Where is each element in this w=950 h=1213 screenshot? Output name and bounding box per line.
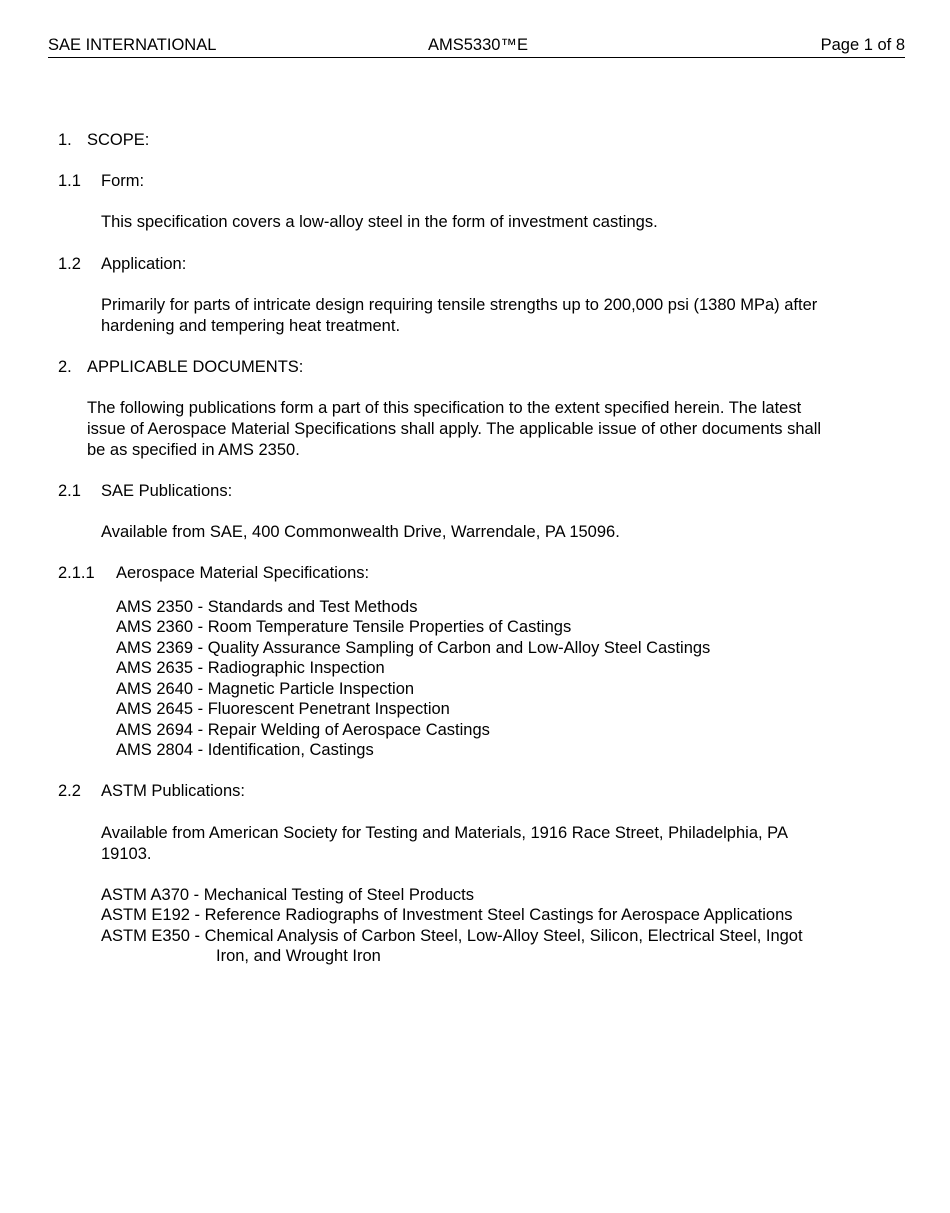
ams-reference-item: AMS 2635 - Radiographic Inspection [116, 659, 385, 677]
section-2-1-text: Available from SAE, 400 Commonwealth Drive, Warrendale, PA 15096. [101, 523, 620, 541]
section-2-text-line: be as specified in AMS 2350. [87, 441, 300, 459]
section-1-number: 1. [58, 131, 72, 149]
ams-reference-item: AMS 2804 - Identification, Castings [116, 741, 374, 759]
astm-reference-continuation: Iron, and Wrought Iron [216, 947, 381, 965]
header-page-number: Page 1 of 8 [820, 36, 905, 54]
page-header [48, 36, 905, 58]
section-2-1-1-title: Aerospace Material Specifications: [116, 564, 370, 582]
section-2-2-number: 2.2 [58, 782, 81, 800]
section-1-1-number: 1.1 [58, 172, 81, 190]
header-document-id: AMS5330™E [428, 36, 528, 54]
section-1-2-title: Application: [101, 255, 187, 273]
section-2-title: APPLICABLE DOCUMENTS: [87, 358, 304, 376]
ams-reference-item: AMS 2369 - Quality Assurance Sampling of Carbon and Low-Alloy Steel Castings [116, 639, 711, 657]
ams-reference-item: AMS 2360 - Room Temperature Tensile Properties of Castings [116, 618, 572, 636]
astm-reference-item: ASTM E192 - Reference Radiographs of Investment Steel Castings for Aerospace Applications [101, 906, 793, 924]
section-2-text-line: issue of Aerospace Material Specifications shall apply. The applicable issue of other documents shall [87, 420, 822, 438]
astm-reference-item: ASTM A370 - Mechanical Testing of Steel Products [101, 886, 474, 904]
section-2-2-text-line: Available from American Society for Testing and Materials, 1916 Race Street, Philadelphia, PA [101, 824, 788, 842]
ams-reference-item: AMS 2640 - Magnetic Particle Inspection [116, 680, 415, 698]
section-2-2-text-line: 19103. [101, 845, 152, 863]
section-1-1-text: This specification covers a low-alloy steel in the form of investment castings. [101, 213, 658, 231]
ams-reference-item: AMS 2645 - Fluorescent Penetrant Inspection [116, 700, 450, 718]
ams-reference-item: AMS 2350 - Standards and Test Methods [116, 598, 418, 616]
section-2-number: 2. [58, 358, 72, 376]
section-2-text-line: The following publications form a part of this specification to the extent specified herein. The latest [87, 399, 802, 417]
section-1-1-title: Form: [101, 172, 145, 190]
section-1-title: SCOPE: [87, 131, 150, 149]
header-organization: SAE INTERNATIONAL [48, 36, 217, 54]
astm-reference-item: ASTM E350 - Chemical Analysis of Carbon Steel, Low-Alloy Steel, Silicon, Electrical Steel, Ingot [101, 927, 803, 945]
section-2-1-title: SAE Publications: [101, 482, 233, 500]
section-2-1-number: 2.1 [58, 482, 81, 500]
ams-reference-item: AMS 2694 - Repair Welding of Aerospace Castings [116, 721, 490, 739]
section-2-2-title: ASTM Publications: [101, 782, 245, 800]
section-1-2-number: 1.2 [58, 255, 81, 273]
section-2-1-1-number: 2.1.1 [58, 564, 95, 582]
section-1-2-text-line: hardening and tempering heat treatment. [101, 317, 401, 335]
section-1-2-text-line: Primarily for parts of intricate design requiring tensile strengths up to 200,000 psi (1380 MPa) after [101, 296, 818, 314]
